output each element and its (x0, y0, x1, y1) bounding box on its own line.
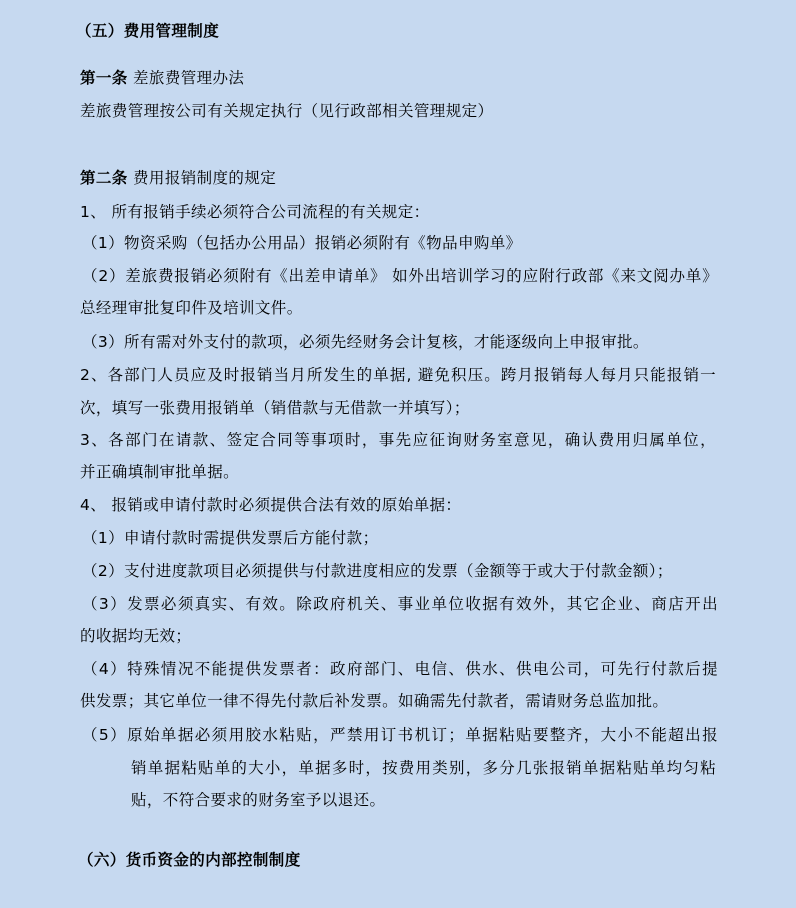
paragraph-line: 供发票；其它单位一律不得先付款后补发票。如确需先付款者，需请财务总监加批。 (80, 692, 669, 710)
paragraph-line: （2）支付进度款项目必须提供与付款进度相应的发票（金额等于或大于付款金额）； (82, 562, 673, 580)
paragraph-line: 总经理审批复印件及培训文件。 (80, 299, 303, 317)
paragraph-line: 的收据均无效； (80, 627, 192, 645)
article-label: 第一条 (80, 69, 128, 87)
article-2-heading (80, 168, 276, 188)
paragraph-line: （2）差旅费报销必须附有《出差申请单》 如外出培训学习的应附行政部《来文阅办单》 (82, 267, 718, 285)
paragraph-line: （3）所有需对外支付的款项，必须先经财务会计复核，才能逐级向上申报审批。 (82, 333, 649, 351)
article-1-body: 差旅费管理按公司有关规定执行（见行政部相关管理规定） (80, 102, 494, 120)
section-heading-5: （五）费用管理制度 (76, 22, 220, 40)
paragraph-line: 销单据粘贴单的大小，单据多时，按费用类别，多分几张报销单据粘贴单均匀粘 (131, 759, 716, 777)
paragraph-line: 并正确填制审批单据。 (80, 463, 240, 481)
paragraph-line: 贴，不符合要求的财务室予以退还。 (131, 791, 386, 809)
paragraph-line: （5）原始单据必须用胶水粘贴，严禁用订书机订；单据粘贴要整齐，大小不能超出报 (82, 726, 718, 744)
paragraph-line: 1、 所有报销手续必须符合公司流程的有关规定： (80, 203, 430, 221)
article-label: 第二条 (80, 169, 128, 187)
article-1-heading (80, 68, 244, 88)
article-title: 费用报销制度的规定 (133, 169, 277, 187)
article-title: 差旅费管理办法 (133, 69, 245, 87)
paragraph-line: 2、各部门人员应及时报销当月所发生的单据, 避免积压。跨月报销每人每月只能报销一 (80, 366, 716, 384)
paragraph-line: 3、各部门在请款、签定合同等事项时，事先应征询财务室意见，确认费用归属单位， (80, 431, 716, 449)
paragraph-line: 4、 报销或申请付款时必须提供合法有效的原始单据： (80, 496, 462, 514)
paragraph-line: 次，填写一张费用报销单（销借款与无借款一并填写）； (80, 399, 470, 417)
paragraph-line: （1）物资采购（包括办公用品）报销必须附有《物品申购单》 (82, 234, 522, 252)
section-heading-6: （六）货币资金的内部控制制度 (78, 851, 301, 869)
paragraph-line: （3）发票必须真实、有效。除政府机关、事业单位收据有效外，其它企业、商店开出 (82, 595, 718, 613)
paragraph-line: （1）申请付款时需提供发票后方能付款； (82, 529, 379, 547)
paragraph-line: （4）特殊情况不能提供发票者：政府部门、电信、供水、供电公司，可先行付款后提 (82, 660, 718, 678)
